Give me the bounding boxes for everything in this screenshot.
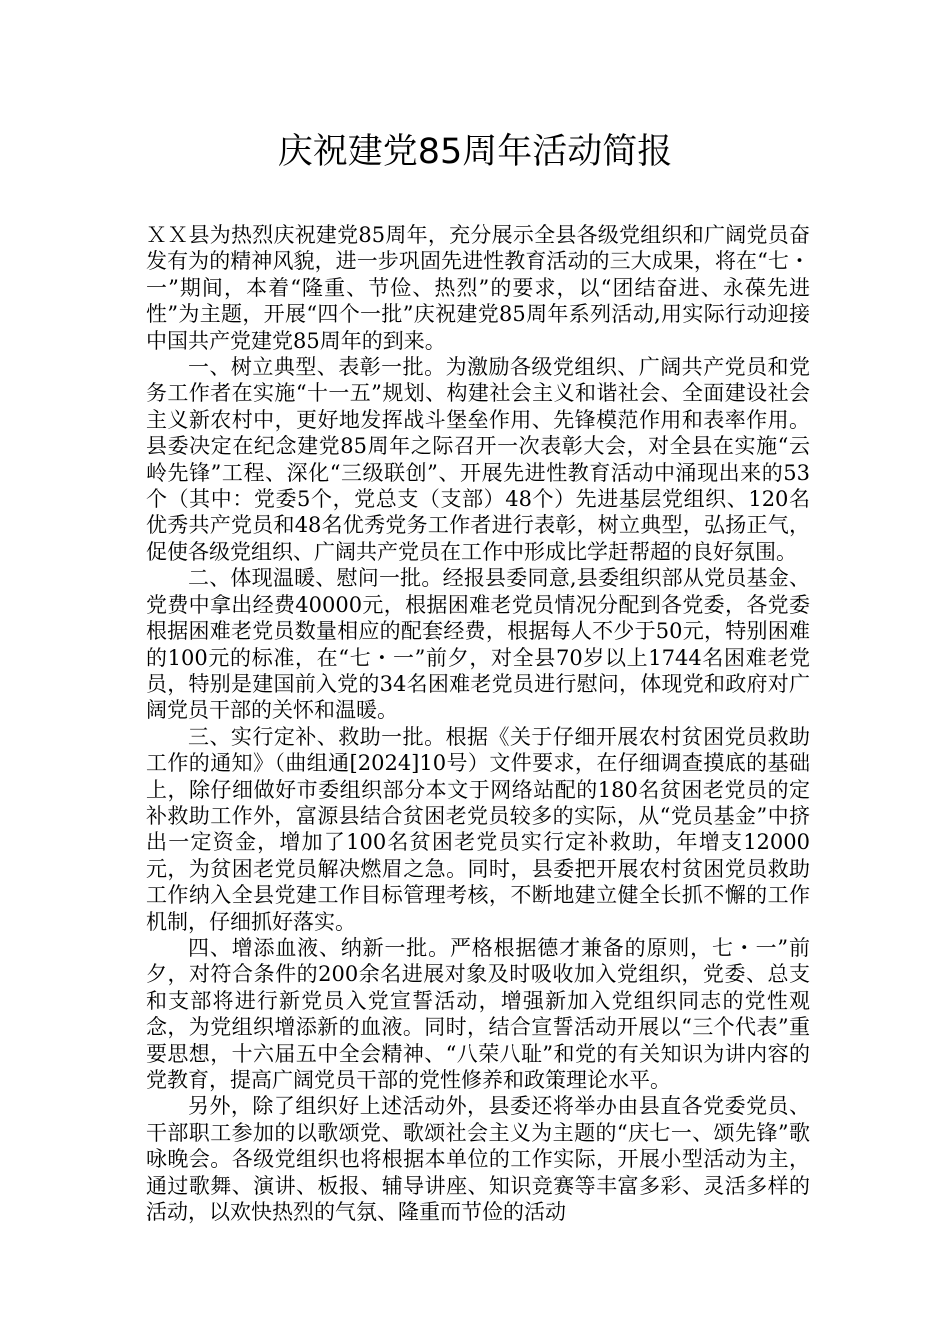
document-body <box>146 222 810 1225</box>
section-2-paragraph: 二、体现温暖、慰问一批。经报县委同意,县委组织部从党员基金、党费中拿出经费40000元，根据困难老党员情况分配到各党委，各党委根据困难老党员数量相应的配套经费，根据每人不少于50元，特别困难的100元的标准，在“七・一”前夕，对全县70岁以上1744名困难老党员，特别是建国前入党的34名困难老党员进行慰问，体现党和政府对广阔党员干部的关怀和温暖。 <box>146 566 810 723</box>
section-3-paragraph: 三、实行定补、救助一批。根据《关于仔细开展农村贫困党员救助工作的通知》（曲组通[2024]10号）文件要求，在仔细调查摸底的基础上，除仔细做好市委组织部分本文于网络站配的180名贫困老党员的定补救助工作外，富源县结合贫困老党员较多的实际，从“党员基金”中挤出一定资金，增加了100名贫困老党员实行定补救助，年增支12000元，为贫困老党员解决燃眉之急。同时，县委把开展农村贫困党员救助工作纳入全县党建工作目标管理考核，不断地建立健全长抓不懈的工作机制，仔细抓好落实。 <box>146 724 810 934</box>
document-title: 庆祝建党85周年活动简报 <box>277 132 673 172</box>
intro-paragraph: ＸＸ县为热烈庆祝建党85周年，充分展示全县各级党组织和广阔党员奋发有为的精神风貌，进一步巩固先进性教育活动的三大成果，将在“七・一”期间，本着“隆重、节俭、热烈”的要求，以“团结奋进、永葆先进性”为主题，开展“四个一批”庆祝建党85周年系列活动,用实际行动迎接中国共产党建党85周年的到来。 <box>146 223 810 353</box>
section-1-paragraph: 一、树立典型、表彰一批。为激励各级党组织、广阔共产党员和党务工作者在实施“十一五”规划、构建社会主义和谐社会、全面建设社会主义新农村中，更好地发挥战斗堡垒作用、先锋模范作用和表率作用。县委决定在纪念建党85周年之际召开一次表彰大会，对全县在实施“云岭先锋”工程、深化“三级联创”、开展先进性教育活动中涌现出来的53个（其中：党委5个，党总支（支部）48个）先进基层党组织、120名优秀共产党员和48名优秀党务工作者进行表彰，树立典型，弘扬正气，促使各级党组织、广阔共产党员在工作中形成比学赶帮超的良好氛围。 <box>146 355 810 564</box>
section-4-paragraph: 四、增添血液、纳新一批。严格根据德才兼备的原则，七・一”前夕，对符合条件的200余名进展对象及时吸收加入党组织，党委、总支和支部将进行新党员入党宣誓活动，增强新加入党组织同志的党性观念，为党组织增添新的血液。同时，结合宣誓活动开展以“三个代表”重要思想，十六届五中全会精神、“八荣八耻”和党的有关知识为讲内容的党教育，提高广阔党员干部的党性修养和政策理论水平。 <box>146 935 810 1092</box>
closing-paragraph: 另外，除了组织好上述活动外，县委还将举办由县直各党委党员、干部职工参加的以歌颂党、歌颂社会主义为主题的“庆七一、颂先锋”歌咏晚会。各级党组织也将根据本单位的工作实际，开展小型活动为主，通过歌舞、演讲、板报、辅导讲座、知识竞赛等丰富多彩、灵活多样的活动，以欢快热烈的气氛、隆重而节俭的活动 <box>146 1094 810 1225</box>
